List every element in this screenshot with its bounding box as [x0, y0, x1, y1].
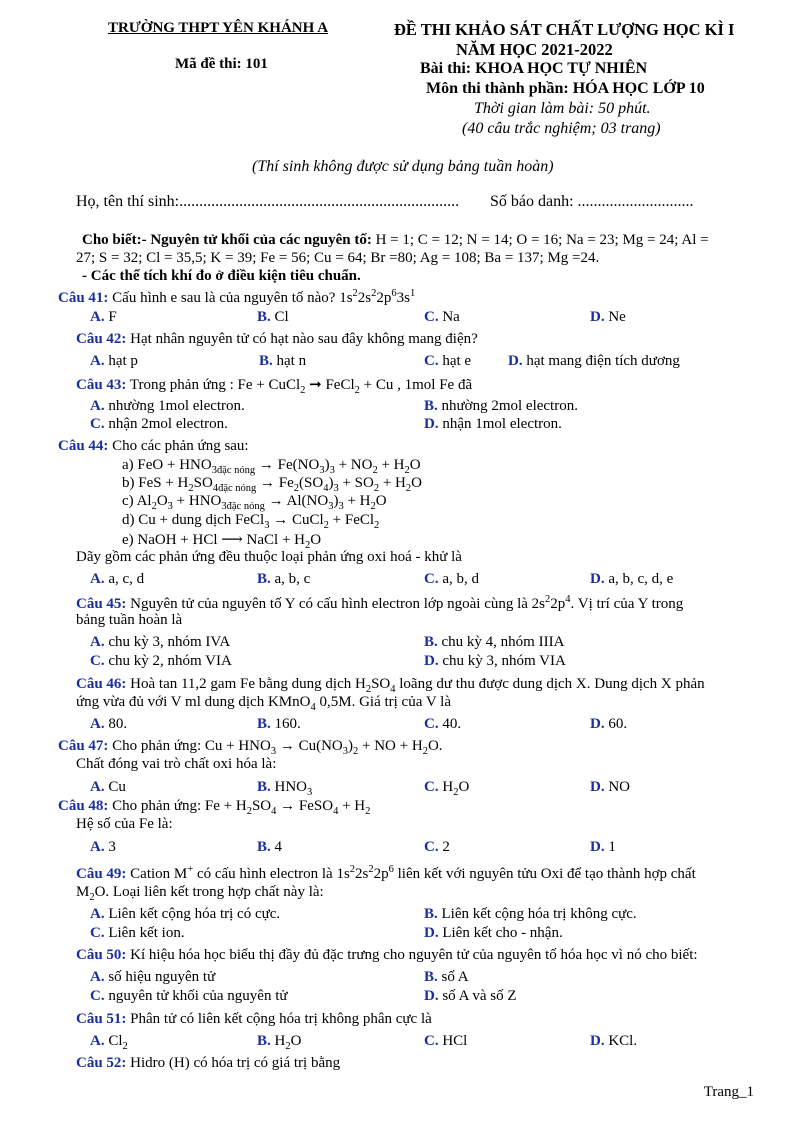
component-subject: Môn thi thành phần: HÓA HỌC LỚP 10 [426, 80, 705, 97]
question-46-line2: ứng vừa đủ với V ml dung dịch KMnO$_4$ 0,5M. Giá trị của V là [76, 694, 451, 713]
subject: Bài thi: KHOA HỌC TỰ NHIÊN [420, 60, 648, 77]
question-46: Câu 46: Hoà tan 11,2 gam Fe bằng dung dịch $H_2SO_4$ loãng dư thu được dung dịch X. Dung dịch X phản [76, 676, 705, 695]
option-b[interactable]: B. a, b, c [257, 571, 311, 587]
option-d[interactable]: D. Liên kết cho - nhận. [424, 925, 563, 941]
option-b[interactable]: B. số A [424, 969, 469, 985]
exam-title: ĐỀ THI KHẢO SÁT CHẤT LƯỢNG HỌC KÌ I [394, 20, 735, 39]
option-b[interactable]: B. 160. [257, 716, 301, 732]
option-b[interactable]: B. $H_2O$ [257, 1033, 302, 1052]
question-number: Câu 51: [76, 1011, 127, 1027]
option-b[interactable]: B. Cl [257, 309, 289, 325]
option-a[interactable]: A. chu kỳ 3, nhóm IVA [90, 634, 231, 650]
option-d[interactable]: D. 1 [590, 839, 616, 855]
reaction-b: b) FeS + $H_2SO_{4đặc nóng} \to Fe_2(SO_4)_3 + SO_2 + H_2O$ [122, 475, 422, 494]
option-c[interactable]: C. Na [424, 309, 460, 325]
question-number: Câu 44: [58, 438, 109, 454]
given-values-2: 27; S = 32; Cl = 35,5; K = 39; Fe = 56; Cu = 64; Br =80; Ag = 108; Ba = 137; Mg =24. [76, 250, 600, 266]
question-text: Kí hiệu hóa học biểu thị đầy đủ đặc trưng cho nguyên tử của nguyên tố hóa học vì nó cho biết: [130, 947, 698, 963]
option-a[interactable]: A. số hiệu nguyên tử [90, 969, 216, 985]
option-b[interactable]: B. chu kỳ 4, nhóm IIIA [424, 634, 565, 650]
option-d[interactable]: D. số A và số Z [424, 988, 517, 1004]
option-a[interactable]: A. Liên kết cộng hóa trị có cực. [90, 906, 281, 922]
option-d[interactable]: D. chu kỳ 3, nhóm VIA [424, 653, 566, 669]
option-c[interactable]: C. a, b, d [424, 571, 480, 587]
option-a[interactable]: A. nhường 1mol electron. [90, 398, 245, 414]
question-42 [76, 331, 478, 348]
question-text: Hidro (H) có hóa trị có giá trị bằng [130, 1055, 341, 1071]
question-number: Câu 45: [76, 596, 127, 612]
question-number: Câu 41: [58, 290, 109, 306]
option-a[interactable]: A. F [90, 309, 117, 325]
page-number: Trang_1 [703, 1084, 754, 1100]
exam-time: Thời gian làm bài: 50 phút. [474, 100, 651, 117]
option-a[interactable]: A. $Cl_2$ [90, 1033, 128, 1052]
option-d[interactable]: D. nhận 1mol electron. [424, 416, 562, 432]
question-number: Câu 50: [76, 947, 127, 963]
option-c[interactable]: C. 2 [424, 839, 450, 855]
option-c[interactable]: C. HCl [424, 1033, 468, 1049]
question-text: Phân tử có liên kết cộng hóa trị không phân cực là [130, 1011, 432, 1027]
option-d[interactable]: D. 60. [590, 716, 628, 732]
option-c[interactable]: C. $H_2O$ [424, 779, 470, 798]
question-number: Câu 52: [76, 1055, 127, 1071]
option-d[interactable]: D. hạt mang điện tích dương [508, 353, 680, 369]
option-c[interactable]: C. 40. [424, 716, 462, 732]
exam-code: Mã đề thi: 101 [175, 56, 268, 72]
question-47: Câu 47: Cho phản ứng: $Cu + HNO_3 \to Cu(NO_3)_2$ + NO + $H_2O$. [58, 738, 443, 757]
given-note: - Các thể tích khí đo ở điều kiện tiêu chuẩn. [82, 268, 361, 284]
reaction-d: d) Cu + dung dịch FeCl$_3$ → CuCl$_2$ + FeCl$_2$ [122, 512, 380, 531]
question-text: Cấu hình e sau là của nguyên tố nào? [112, 290, 336, 306]
option-d[interactable]: D. a, b, c, d, e [590, 571, 674, 587]
question-41: Câu 41: Cấu hình e sau là của nguyên tố nào? $1s^22s^22p^63s^1$ [58, 288, 416, 306]
given-values-1: H = 1; C = 12; N = 14; O = 16; Na = 23; Mg = 24; Al = [375, 232, 709, 248]
option-c[interactable]: C. nhận 2mol electron. [90, 416, 228, 432]
option-d[interactable]: D. NO [590, 779, 631, 795]
question-45: Câu 45: Nguyên tử của nguyên tố Y có cấu hình electron lớp ngoài cùng là $2s^22p^4$. Vị trí của Y trong [76, 594, 684, 612]
question-49-line2: $M_2O$. Loại liên kết trong hợp chất này là: [76, 884, 324, 903]
question-number: Câu 42: [76, 331, 127, 347]
option-a[interactable]: A. 80. [90, 716, 128, 732]
option-d[interactable]: D. KCl. [590, 1033, 638, 1049]
question-47-line2: Chất đóng vai trò chất oxi hóa là: [76, 756, 277, 772]
option-d[interactable]: D. Ne [590, 309, 626, 325]
question-49: Câu 49: Cation M+ có cấu hình electron là $1s^22s^22p^6$ liên kết với nguyên tửu Oxi để tạo thành hợp chất [76, 864, 696, 882]
option-c[interactable]: C. chu kỳ 2, nhóm VIA [90, 653, 232, 669]
question-text: Hạt nhân nguyên tử có hạt nào sau đây không mang điện? [130, 331, 478, 347]
candidate-name-field: Họ, tên thí sinh:...................................................................... [76, 193, 460, 210]
question-44 [58, 438, 249, 455]
option-a[interactable]: A. hạt p [90, 353, 138, 369]
question-52 [76, 1055, 340, 1072]
given-label: Cho biết:- Nguyên tử khối của các nguyên tố: [82, 232, 372, 248]
option-c[interactable]: C. nguyên tử khối của nguyên tử [90, 988, 288, 1004]
question-44-prompt: Dãy gồm các phản ứng đều thuộc loại phản ứng oxi hoá - khử là [76, 549, 462, 565]
school-name: TRƯỜNG THPT YÊN KHÁNH A [108, 20, 329, 36]
question-50 [76, 947, 698, 964]
question-51 [76, 1011, 432, 1028]
option-a[interactable]: A. 3 [90, 839, 116, 855]
given-line-1 [82, 232, 709, 249]
question-number: Câu 47: [58, 738, 109, 754]
exam-note: (Thí sinh không được sử dụng bảng tuần hoàn) [252, 158, 554, 175]
option-c[interactable]: C. Liên kết ion. [90, 925, 185, 941]
option-b[interactable]: B. Liên kết cộng hóa trị không cực. [424, 906, 637, 922]
question-number: Câu 48: [58, 798, 109, 814]
question-number: Câu 46: [76, 676, 127, 692]
reaction-c: c) $Al_2O_3 + HNO_{3đặc nóng} \to Al(NO_3)_3 + H_2O$ [122, 493, 387, 512]
option-b[interactable]: B. hạt n [259, 353, 307, 369]
school-year: NĂM HỌC 2021-2022 [456, 40, 613, 59]
question-48-line2: Hệ số của Fe là: [76, 816, 173, 832]
question-48: Câu 48: Cho phản ứng: $Fe + H_2SO_4$ → FeSO$_4$ + $H_2$ [58, 798, 371, 817]
question-count: (40 câu trắc nghiệm; 03 trang) [462, 120, 661, 137]
question-43: Câu 43: Trong phản ứng : Fe + CuCl$_2$ ➞ FeCl$_2$ + Cu , 1mol Fe đã [76, 377, 473, 396]
question-text: Cho các phản ứng sau: [112, 438, 249, 454]
reaction-a: a) FeO + $HNO_{3đặc nóng} \to Fe(NO_3)_3 + NO_2 + H_2O$ [122, 457, 421, 476]
question-number: Câu 49: [76, 866, 127, 882]
option-b[interactable]: B. 4 [257, 839, 283, 855]
reaction-e: e) NaOH + HCl ⟶ NaCl + $H_2O$ [122, 532, 322, 551]
candidate-number-field: Số báo danh: ............................. [490, 193, 694, 210]
option-b[interactable]: B. $HNO_3$ [257, 779, 313, 798]
option-a[interactable]: A. a, c, d [90, 571, 145, 587]
question-number: Câu 43: [76, 377, 127, 393]
question-45-line2: bảng tuần hoàn là [76, 612, 183, 628]
option-b[interactable]: B. nhường 2mol electron. [424, 398, 578, 414]
option-c[interactable]: C. hạt e [424, 353, 472, 369]
option-a[interactable]: A. Cu [90, 779, 126, 795]
